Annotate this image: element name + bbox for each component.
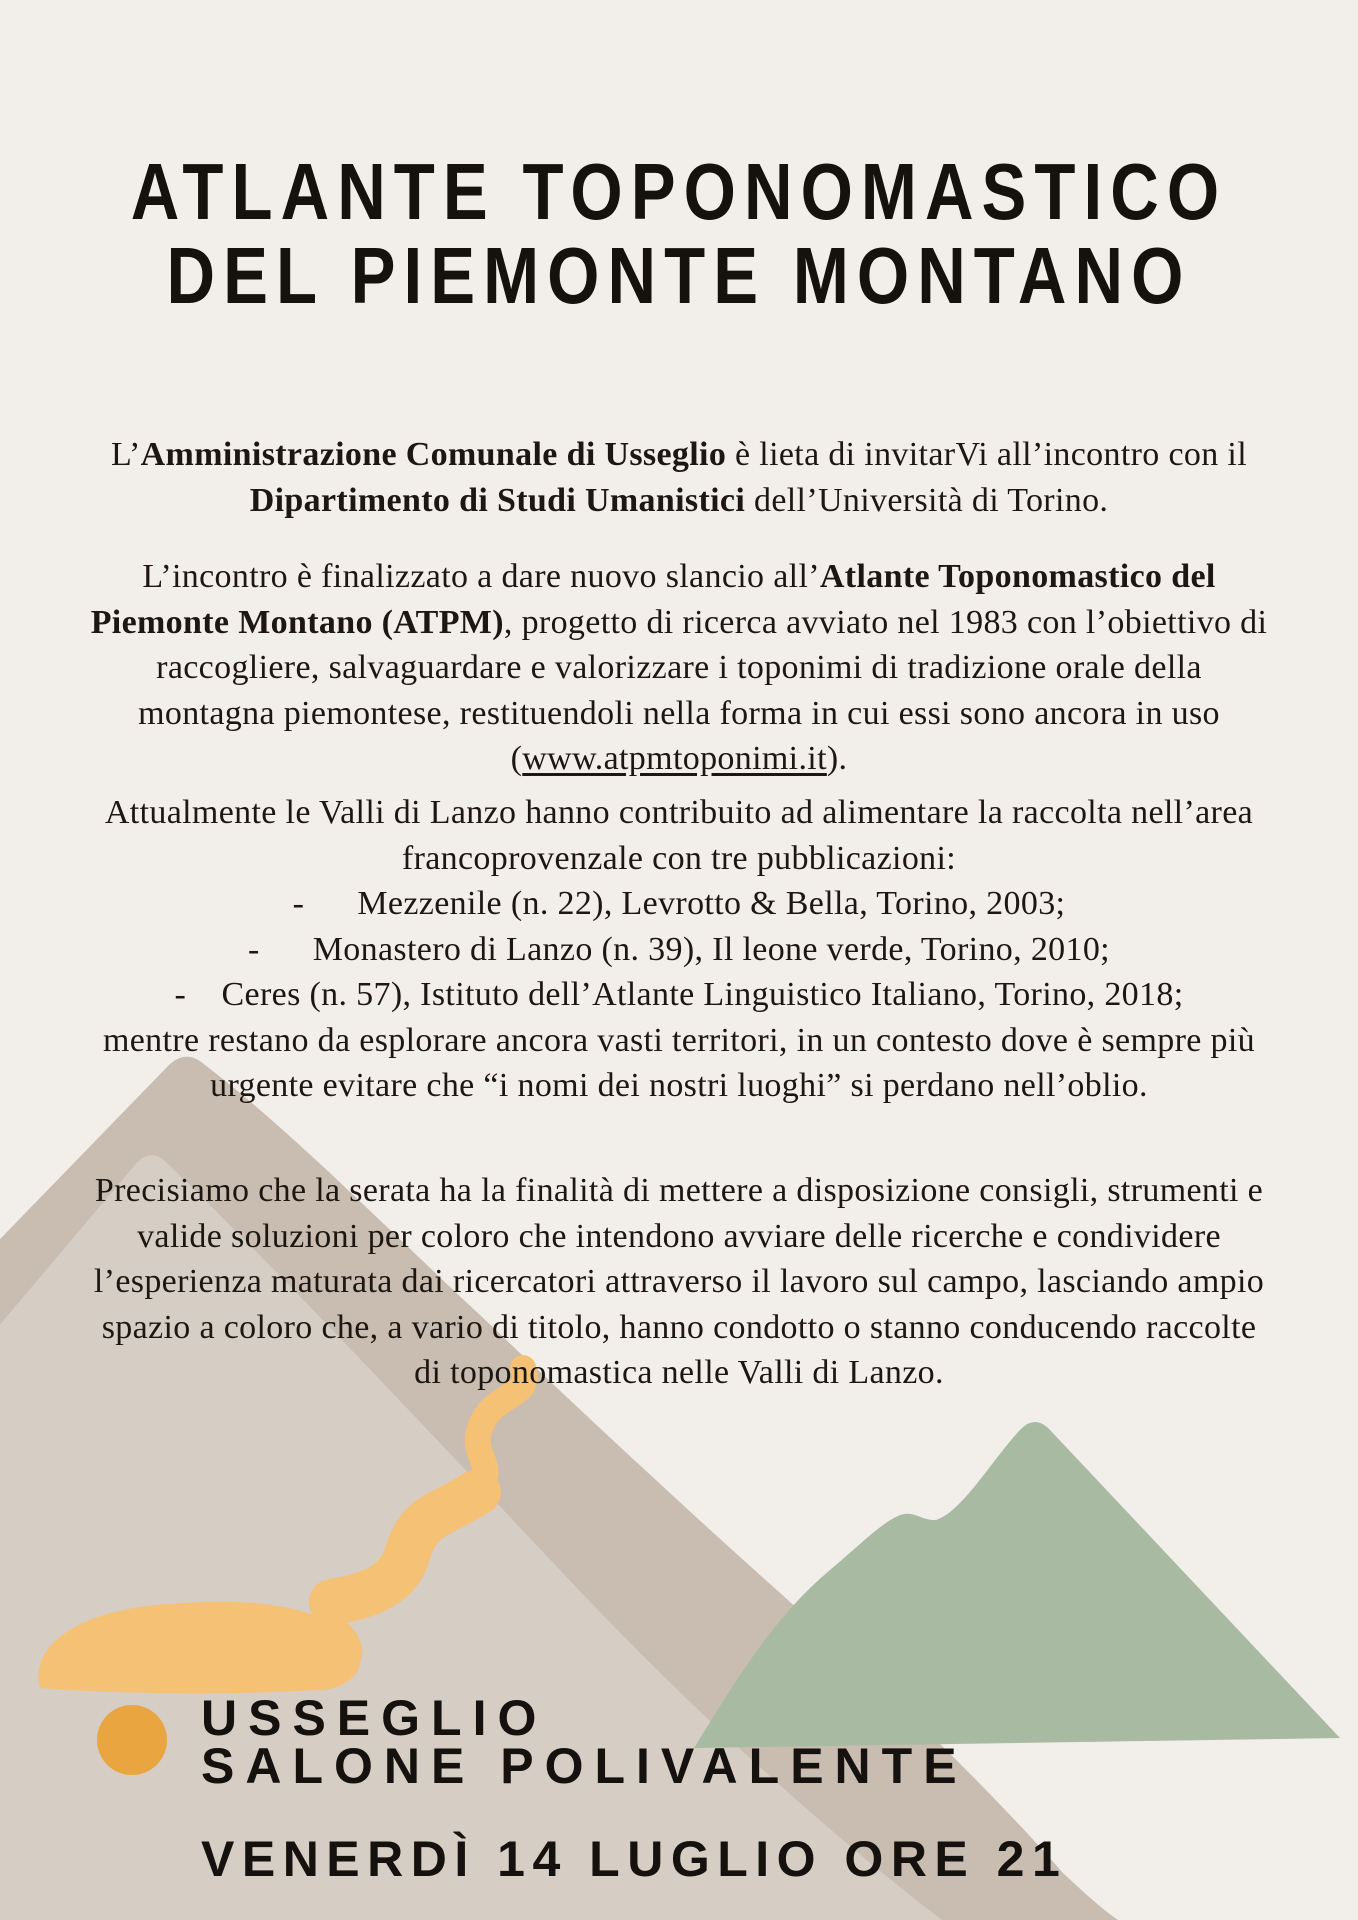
poster-title	[109, 147, 1250, 320]
publications-outro: mentre restano da esplorare ancora vasti territori, in un contesto dove è sempre più urgente evitare che “i nomi dei nostri luoghi” si perdano nell’oblio.	[102, 1021, 1256, 1104]
publication-list-item: - Mezzenile (n. 22), Levrotto & Bella, Torino, 2003;	[292, 885, 1066, 922]
paragraph-evening-purpose: Precisiamo che la serata ha la finalità di mettere a disposizione consigli, strumenti e valide soluzioni per coloro che intendono avviare delle ricerche e condividere l’esperienza maturata dai ricercatori attraverso il lavoro sul campo, lasciando ampio spazio a coloro che, a vario di titolo, hanno condotto o stanno conducendo raccolte di toponomastica nelle Valli di Lanzo.	[93, 1172, 1265, 1391]
venue-town: USSEGLIO	[201, 1690, 548, 1746]
publication-list-item: - Ceres (n. 57), Istituto dell’Atlante Linguistico Italiano, Torino, 2018;	[174, 976, 1184, 1013]
poster-title-line2: DEL PIEMONTE MONTANO	[166, 231, 1192, 320]
atpm-link[interactable]: www.atpmtoponimi.it	[522, 740, 827, 777]
paragraph-project: L’incontro è finalizzato a dare nuovo slancio all’Atlante Toponomastico del Piemonte Montano (ATPM), progetto di ricerca avviato nel 1983 con l’obiettivo di raccogliere, salvaguardare e valorizzare i toponimi di tradizione orale della montagna piemontese, restituendoli nella forma in cui essi sono ancora in uso (www.atpmtoponimi.it).	[90, 558, 1268, 777]
paragraph-invitation: L’Amministrazione Comunale di Usseglio è lieta di invitarVi all’incontro con il Dipartimento di Studi Umanistici dell’Università di Torino.	[111, 436, 1247, 519]
venue-block	[201, 1690, 968, 1794]
publications-intro: Attualmente le Valli di Lanzo hanno contribuito ad alimentare la raccolta nell’area francoprovenzale con tre pubblicazioni:	[104, 794, 1254, 877]
paragraph-publications	[88, 790, 1270, 1109]
event-datetime: VENERDÌ 14 LUGLIO ORE 21	[201, 1831, 1068, 1887]
poster-title-line1: ATLANTE TOPONOMASTICO	[130, 147, 1228, 236]
publication-list-item: - Monastero di Lanzo (n. 39), Il leone verde, Torino, 2010;	[248, 930, 1110, 968]
venue-hall: SALONE POLIVALENTE	[201, 1738, 968, 1794]
publication-list	[88, 881, 1270, 1018]
